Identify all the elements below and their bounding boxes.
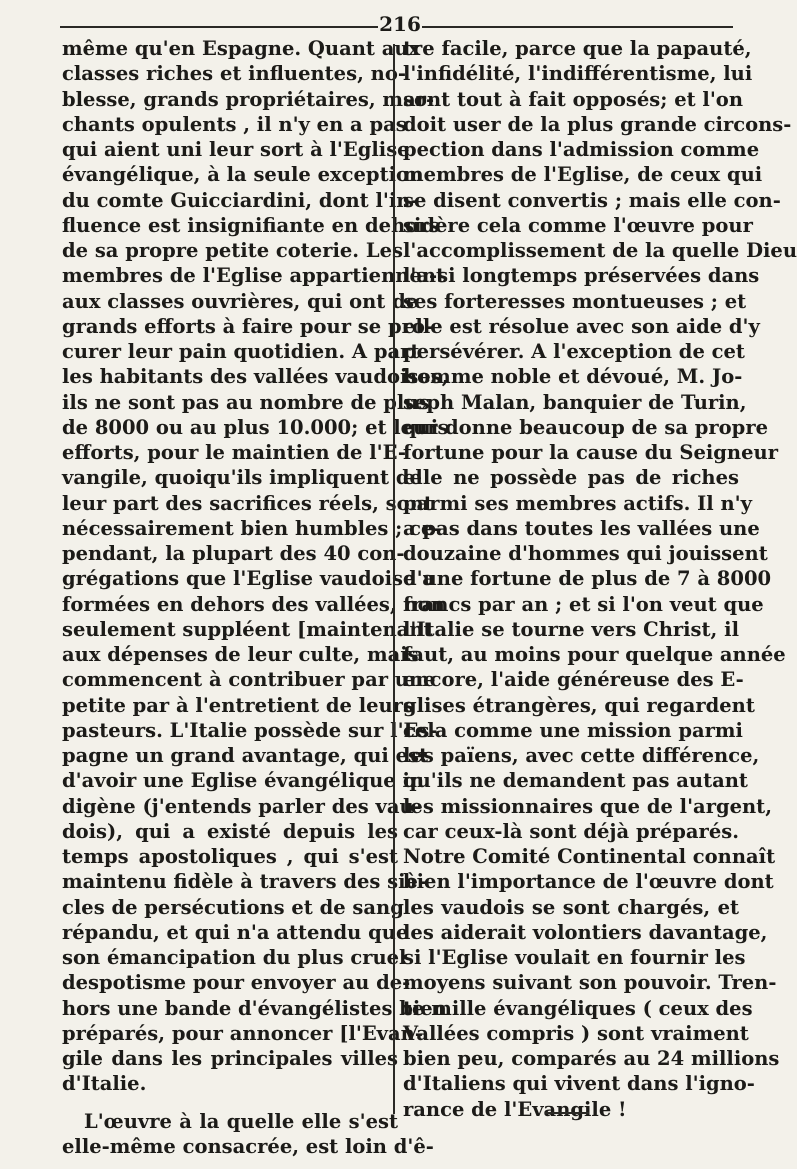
end-mark (545, 1112, 589, 1114)
text-line: les païens, avec cette différence, (403, 744, 760, 767)
text-line: elle est résolue avec son aide d'y (403, 314, 760, 338)
text-line: curer leur pain quotidien. A part (62, 340, 420, 363)
text-line: de sa propre petite coterie. Les (62, 239, 403, 262)
text-line: douzaine d'hommes qui jouissent (403, 542, 768, 565)
text-line: membres de l'Eglise, de ceux qui (403, 163, 763, 187)
header-rule-left (60, 26, 378, 28)
text-line: car ceux-là sont déjà préparés. (403, 819, 739, 843)
text-line: les missionnaires que de l'argent, (403, 794, 772, 818)
text-line: les aiderait volontiers davantage, (403, 920, 768, 944)
text-line: d'avoir une Eglise évangélique in (62, 769, 425, 793)
text-line: moyens suivant son pouvoir. Tren- (403, 971, 777, 995)
text-line: qui aient uni leur sort à l'Eglise (62, 138, 410, 161)
page-header (60, 10, 733, 38)
text-line: évangélique, à la seule exception (62, 163, 424, 187)
text-line: les habitants des vallées vaudoises, (62, 365, 449, 389)
text-line: d'une fortune de plus de 7 à 8000 (403, 567, 772, 591)
text-line: d'Italie. (62, 1072, 147, 1096)
text-line: rance de l'Evangile ! (403, 1097, 627, 1121)
text-line: glises étrangères, qui regardent (403, 693, 755, 717)
text-line: homme noble et dévoué, M. Jo- (403, 365, 743, 389)
text-line: L'œuvre à la quelle elle s'est (84, 1109, 398, 1133)
text-line: hors une bande d'évangélistes bien (62, 996, 447, 1020)
text-line: temps apostoliques , qui s'est (62, 845, 398, 868)
page-number: 216 (379, 12, 421, 36)
text-line: parmi ses membres actifs. Il n'y (403, 491, 752, 515)
text-line: membres de l'Eglise appartiennent (62, 264, 446, 288)
text-line: d'Italiens qui vivent dans l'igno- (403, 1072, 755, 1096)
text-line: vangile, quoiqu'ils impliquent de (62, 466, 422, 490)
text-line: commencent à contribuer par une (62, 668, 436, 692)
right-column (403, 36, 797, 1122)
text-line: nécessairement bien humbles ; ce- (62, 516, 442, 540)
header-rule-right (422, 26, 733, 28)
paragraph-gap (62, 1097, 398, 1109)
text-line: blesse, grands propriétaires, mar- (62, 87, 435, 111)
text-line: persévérer. A l'exception de cet (403, 340, 745, 363)
left-column (62, 36, 449, 1159)
text-line: faut, au moins pour quelque année (403, 643, 786, 666)
text-line: même qu'en Espagne. Quant aux (62, 37, 421, 60)
text-line: grégations que l'Eglise vaudoise a (62, 567, 435, 591)
text-line: tre facile, parce que la papauté, (403, 37, 752, 60)
text-line: leur part des sacrifices réels, sont (62, 491, 433, 515)
text-line: l'infidélité, l'indifférentisme, lui (403, 62, 753, 86)
text-line: se disent convertis ; mais elle con- (403, 188, 781, 212)
text-line: de 8000 ou au plus 10.000; et leurs (62, 415, 449, 439)
text-line: fluence est insignifiante en dehors (62, 213, 440, 237)
text-line: bien peu, comparés au 24 millions (403, 1047, 780, 1070)
text-line: l'a-si longtemps préservées dans (403, 264, 760, 288)
text-line: dois), qui a existé depuis les (62, 819, 398, 843)
text-line: doit user de la plus grande circons- (403, 112, 792, 136)
text-line: qu'ils ne demandent pas autant (403, 769, 748, 793)
column-divider (393, 44, 395, 1114)
text-line: aux classes ouvrières, qui ont de (62, 289, 419, 313)
text-line: ses forteresses montueuses ; et (403, 289, 747, 313)
text-line: a pas dans toutes les vallées une (403, 516, 760, 540)
text-line: te mille évangéliques ( ceux des (403, 996, 753, 1020)
text-line: ils ne sont pas au nombre de plus (62, 390, 430, 414)
text-line: encore, l'aide généreuse des E- (403, 668, 744, 692)
text-line: classes riches et influentes, no- (62, 62, 406, 86)
text-line: fortune pour la cause du Seigneur (403, 441, 778, 464)
text-line: cles de persécutions et de sang (62, 895, 404, 919)
text-line: petite par à l'entretient de leurs (62, 693, 414, 717)
text-line: pendant, la plupart des 40 con- (62, 542, 405, 565)
text-line: sidère cela comme l'œuvre pour (403, 213, 753, 237)
text-line: Vallées compris ) sont vraiment (403, 1021, 749, 1045)
text-line: aux dépenses de leur culte, mais (62, 643, 419, 666)
text-line: efforts, pour le maintien de l'E- (62, 441, 406, 464)
text-line: bien l'importance de l'œuvre dont (403, 870, 774, 894)
text-line: digène (j'entends parler des vau- (62, 794, 422, 818)
text-line: si l'Eglise voulait en fournir les (403, 946, 746, 969)
text-line: seulement suppléent [maintenant (62, 617, 433, 641)
text-line: elle-même consacrée, est loin d'ê- (62, 1134, 434, 1158)
text-line: qui donne beaucoup de sa propre (403, 415, 768, 439)
text-line: pasteurs. L'Italie possède sur l'Es- (62, 718, 438, 742)
text-line: pection dans l'admission comme (403, 138, 760, 161)
text-line: l'accomplissement de la quelle Dieu (403, 239, 797, 262)
text-line: préparés, pour annoncer [l'Evan- (62, 1021, 423, 1045)
text-line: elle ne possède pas de riches (403, 466, 739, 490)
text-line: du comte Guicciardini, dont l'in- (62, 188, 419, 212)
text-line: chants opulents , il n'y en a pas (62, 112, 407, 136)
text-line: Notre Comité Continental connaît (403, 845, 776, 868)
text-line: cela comme une mission parmi (403, 718, 743, 742)
text-line: maintenu fidèle à travers des siè- (62, 870, 427, 894)
text-line: sont tout à fait opposés; et l'on (403, 87, 743, 111)
text-line: francs par an ; et si l'on veut que (403, 592, 764, 616)
text-line: seph Malan, banquier de Turin, (403, 390, 747, 414)
text-line: l'Italie se tourne vers Christ, il (403, 617, 739, 641)
text-line: pagne un grand avantage, qui est (62, 744, 429, 767)
text-line: despotisme pour envoyer au de- (62, 971, 411, 995)
text-line: répandu, et qui n'a attendu que (62, 920, 409, 944)
text-line: grands efforts à faire pour se pro- (62, 314, 433, 338)
text-line: son émancipation du plus cruel (62, 946, 407, 969)
text-line: les vaudois se sont chargés, et (403, 895, 739, 919)
text-line: gile dans les principales villes (62, 1047, 398, 1070)
text-line: formées en dehors des vallées, non (62, 592, 445, 616)
